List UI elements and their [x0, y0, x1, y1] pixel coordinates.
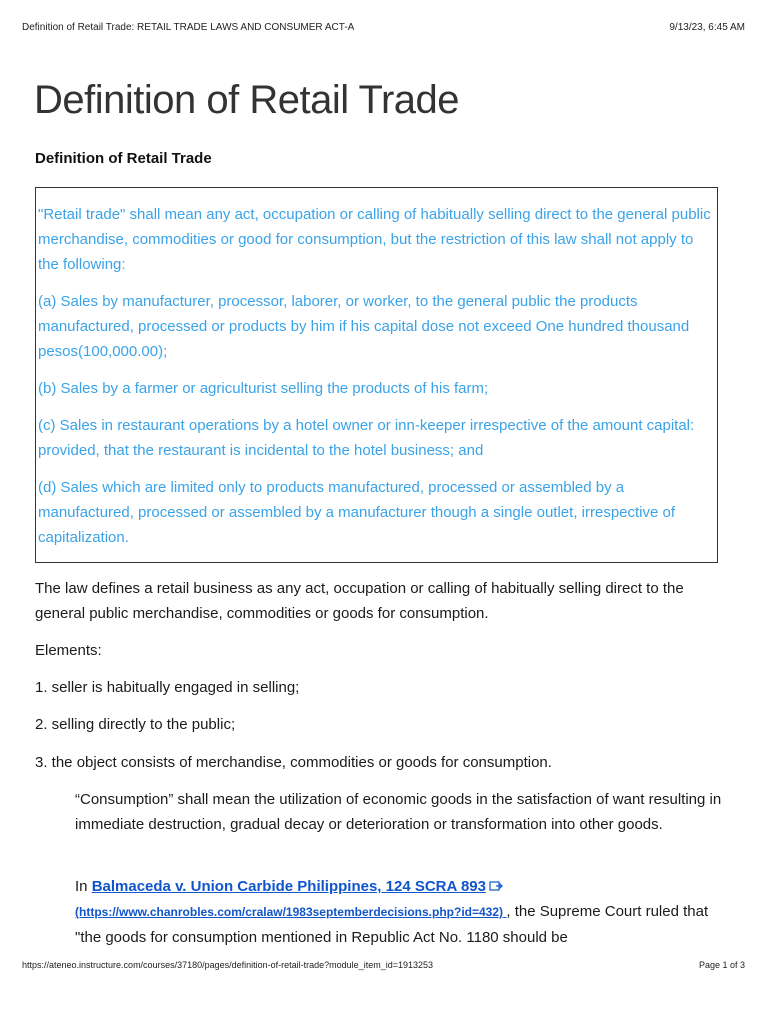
case-url-link[interactable]: (https://www.chanrobles.com/cralaw/1983septemberdecisions.php?id=432): [75, 905, 507, 919]
definition-box: [35, 187, 718, 563]
case-citation-block: [75, 874, 735, 950]
elements-heading-block: [35, 638, 735, 663]
consumption-definition: “Consumption” shall mean the utilization of economic goods in the satisfaction of want resulting in immediate destruction, gradual decay or deterioration or transformation into other goods.: [75, 791, 722, 833]
page-title: Definition of Retail Trade: [34, 78, 460, 122]
print-header-timestamp: 9/13/23, 6:45 AM: [669, 22, 745, 33]
element-item-3: 3. the object consists of merchandise, commodities or goods for consumption.: [35, 754, 552, 771]
external-link-icon[interactable]: [489, 875, 503, 887]
case-citation: [75, 874, 735, 950]
case-prefix: In: [75, 878, 92, 895]
element-item-2-block: [35, 712, 735, 737]
element-item-3-block: [35, 750, 735, 775]
case-suffix: , the Supreme Court ruled that "the goods for consumption mentioned in Republic Act No. 1180 should be: [75, 903, 709, 946]
intro-text: The law defines a retail business as any act, occupation or calling of habitually selling direct to the general public merchandise, commodities or goods for consumption.: [35, 580, 684, 622]
print-footer-page-number: Page 1 of 3: [698, 960, 745, 970]
intro-paragraph: [35, 576, 735, 626]
elements-heading: Elements:: [35, 642, 102, 659]
print-footer-url: https://ateneo.instructure.com/courses/37180/pages/definition-of-retail-trade?module_item_id=1913253: [22, 960, 434, 970]
consumption-definition-block: [75, 787, 735, 837]
print-header: [22, 22, 745, 36]
element-item-2: 2. selling directly to the public;: [35, 716, 236, 733]
definition-item-b: (b) Sales by a farmer or agriculturist selling the products of his farm;: [38, 380, 489, 397]
print-header-title: Definition of Retail Trade: RETAIL TRADE LAWS AND CONSUMER ACT-A: [22, 22, 355, 33]
definition-paragraph: "Retail trade" shall mean any act, occupation or calling of habitually selling direct to the general public merchandise, commodities or good for consumption, but the restriction of this law shall not apply to the following:: [38, 206, 711, 273]
case-link[interactable]: Balmaceda v. Union Carbide Philippines, 124 SCRA 893: [91, 878, 486, 895]
section-heading: Definition of Retail Trade: [35, 150, 212, 167]
print-footer: [22, 960, 745, 974]
element-item-1: 1. seller is habitually engaged in selling;: [35, 679, 300, 696]
element-item-1-block: [35, 675, 735, 700]
definition-item-d: (d) Sales which are limited only to products manufactured, processed or assembled by a manufactured, processed or assembled by a manufacturer though a single outlet, irrespective of capitalization.: [38, 479, 676, 546]
definition-item-a: (a) Sales by manufacturer, processor, laborer, or worker, to the general public the products manufactured, processed or products by him if his capital dose not exceed One hundred thousand pesos(100,000.00);: [38, 293, 690, 360]
definition-item-c: (c) Sales in restaurant operations by a hotel owner or inn-keeper irrespective of the amount capital: provided, that the restaurant is incidental to the hotel business; and: [38, 417, 695, 459]
